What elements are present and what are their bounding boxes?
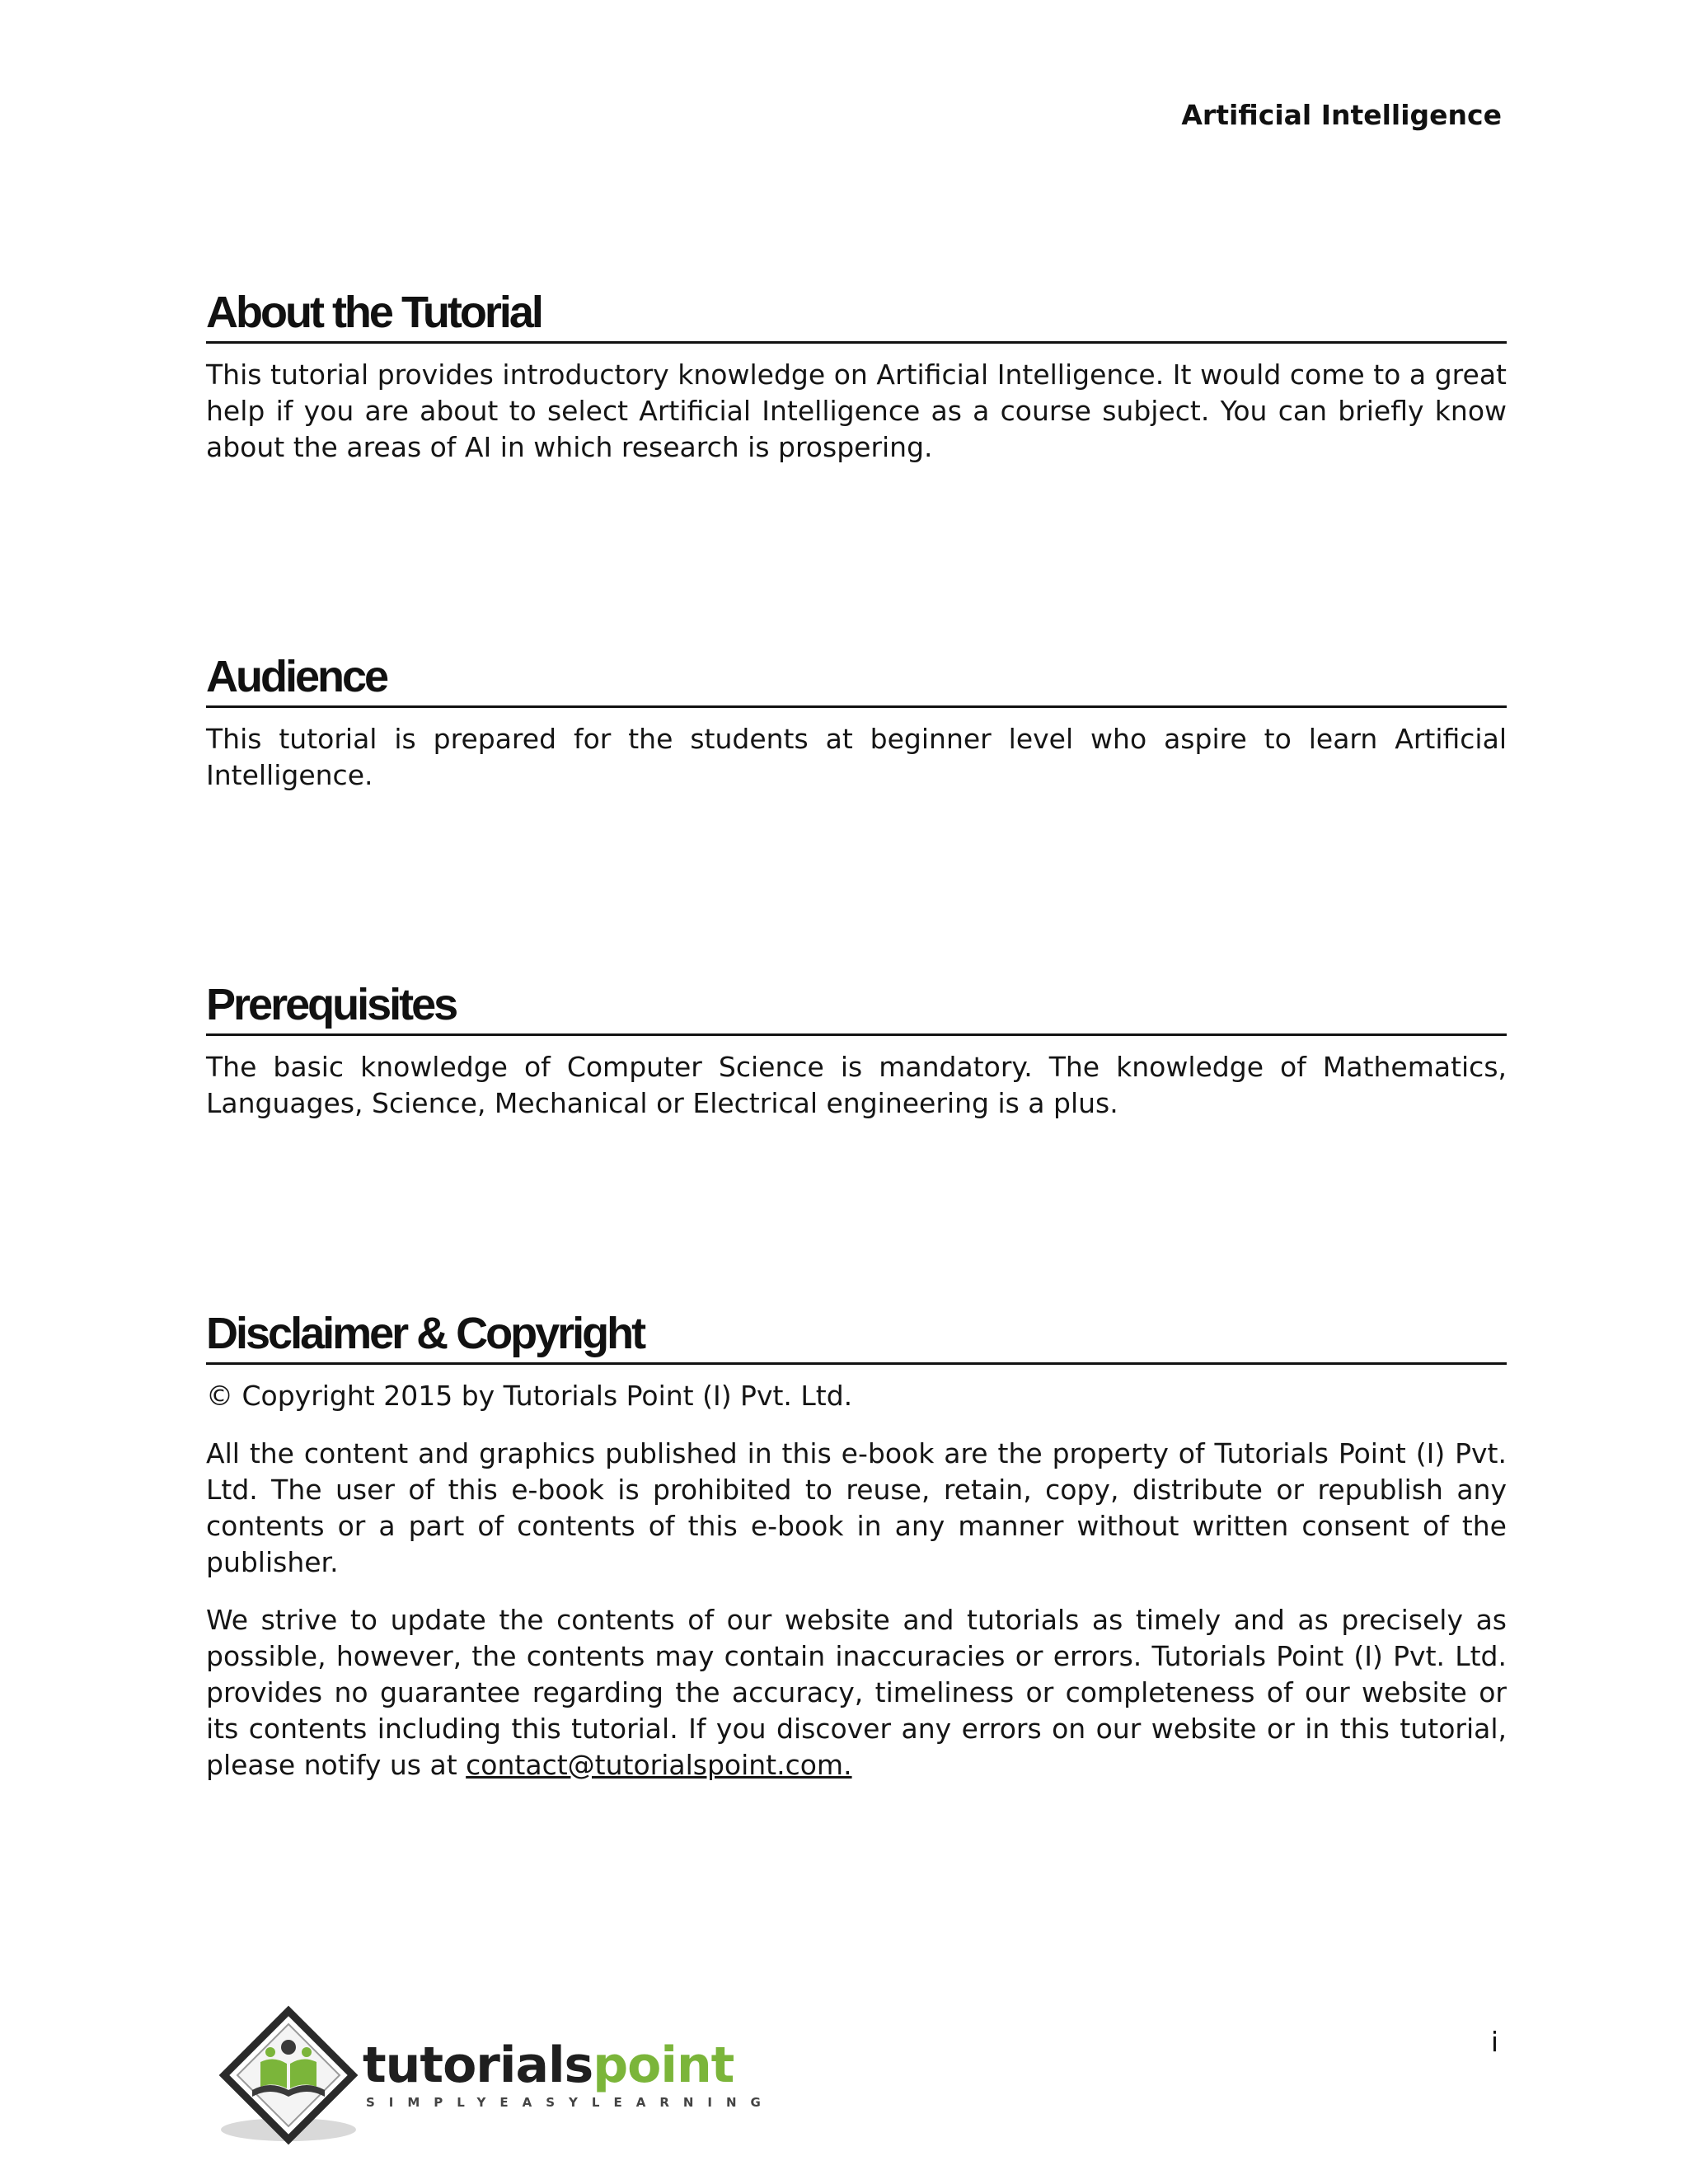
tutorialspoint-logo [213,2004,775,2146]
running-header: Artificial Intelligence [1181,99,1502,131]
section-heading: Prerequisites [206,979,1507,1036]
section-heading: About the Tutorial [206,287,1507,344]
page-number: i [1490,2026,1498,2058]
logo-word-tutorials: tutorials [363,2036,593,2094]
logo-wordmark [363,2036,734,2094]
section-paragraph: This tutorial provides introductory knowledge on Artificial Intelligence. It would come to a great help if you are about to select Artificial Intelligence as a course subject. You can briefly know about the areas of AI in which research is prospering. [206,359,1507,463]
section-paragraph: The basic knowledge of Computer Science is mandatory. The knowledge of Mathematics, Languages, Science, Mechanical or Electrical engineering is a plus. [206,1051,1507,1119]
section-prerequisites [206,979,1507,1122]
section-audience [206,651,1507,794]
tutorialspoint-logo-icon [213,2004,361,2146]
section-heading: Audience [206,651,1507,708]
logo-tagline: SIMPLYEASYLEARNING [366,2095,775,2110]
section-about-the-tutorial [206,287,1507,466]
section-paragraph: All the content and graphics published in this e-book are the property of Tutorials Point (I) Pvt. Ltd. The user of this e-book is prohibited to reuse, retain, copy, distribute or republish any contents or a part of contents of this e-book in any manner without written consent of the publisher. [206,1437,1507,1578]
copyright-line: © Copyright 2015 by Tutorials Point (I) Pvt. Ltd. [206,1380,853,1412]
section-paragraph-with-contact [206,1602,1507,1783]
logo-word-point: point [593,2036,734,2094]
section-heading: Disclaimer & Copyright [206,1308,1507,1365]
section-paragraph: This tutorial is prepared for the students at beginner level who aspire to learn Artificial Intelligence. [206,723,1507,791]
contact-paragraph-text: We strive to update the contents of our website and tutorials as timely and as precisely as possible, however, the contents may contain inaccuracies or errors. Tutorials Point (I) Pvt. Ltd. provides no guarantee regarding the accuracy, timeliness or completeness of our website or its contents including this tutorial. If you discover any errors on our website or in this tutorial, please notify us at [206,1604,1507,1781]
section-disclaimer-copyright [206,1308,1507,1783]
contact-email-link[interactable]: contact@tutorialspoint.com. [466,1749,852,1781]
